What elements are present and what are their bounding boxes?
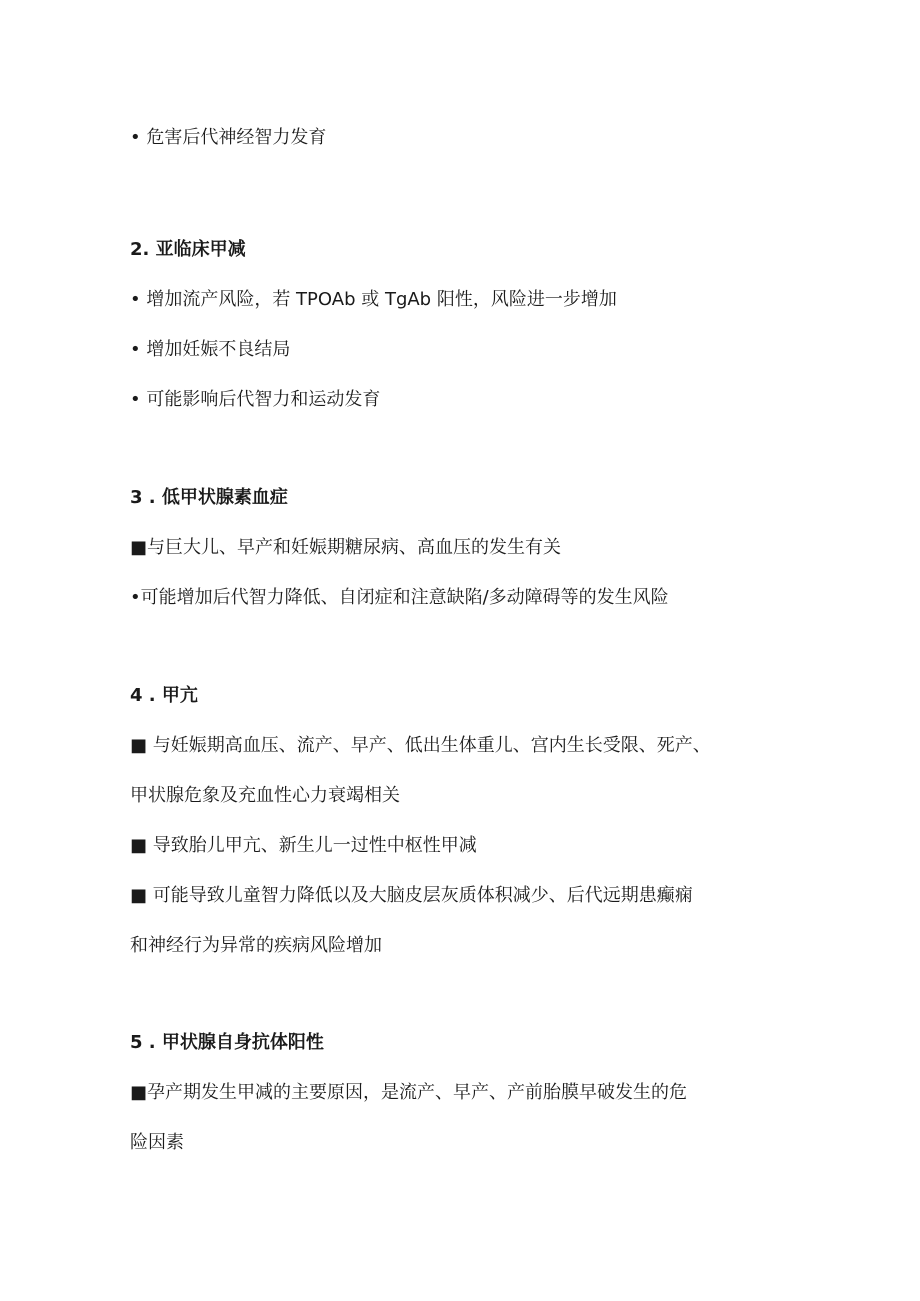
- bullet-item-continuation: 甲状腺危象及充血性心力衰竭相关: [130, 785, 400, 806]
- bullet-item: ■ 可能导致儿童智力降低以及大脑皮层灰质体积减少、后代远期患癫痫: [130, 885, 693, 906]
- bullet-item-continuation: 和神经行为异常的疾病风险增加: [130, 935, 382, 956]
- section-heading: 4 . 甲亢: [130, 685, 198, 706]
- section-heading: 2. 亚临床甲减: [130, 239, 246, 260]
- bullet-item-continuation: 险因素: [130, 1132, 184, 1153]
- bullet-item: •可能增加后代智力降低、自闭症和注意缺陷/多动障碍等的发生风险: [130, 587, 669, 608]
- bullet-item: • 增加流产风险，若 TPOAb 或 TgAb 阳性，风险进一步增加: [130, 289, 617, 310]
- bullet-item: ■与巨大儿、早产和妊娠期糖尿病、高血压的发生有关: [130, 537, 562, 558]
- bullet-item: • 可能影响后代智力和运动发育: [130, 389, 381, 410]
- bullet-item: ■ 导致胎儿甲亢、新生儿一过性中枢性甲减: [130, 835, 477, 856]
- section-heading: 5 . 甲状腺自身抗体阳性: [130, 1032, 324, 1053]
- section-heading: 3 . 低甲状腺素血症: [130, 487, 288, 508]
- bullet-item: • 增加妊娠不良结局: [130, 339, 291, 360]
- bullet-item: • 危害后代神经智力发育: [130, 127, 327, 148]
- bullet-item: ■孕产期发生甲减的主要原因，是流产、早产、产前胎膜早破发生的危: [130, 1082, 688, 1103]
- bullet-item: ■ 与妊娠期高血压、流产、早产、低出生体重儿、宫内生长受限、死产、: [130, 735, 711, 756]
